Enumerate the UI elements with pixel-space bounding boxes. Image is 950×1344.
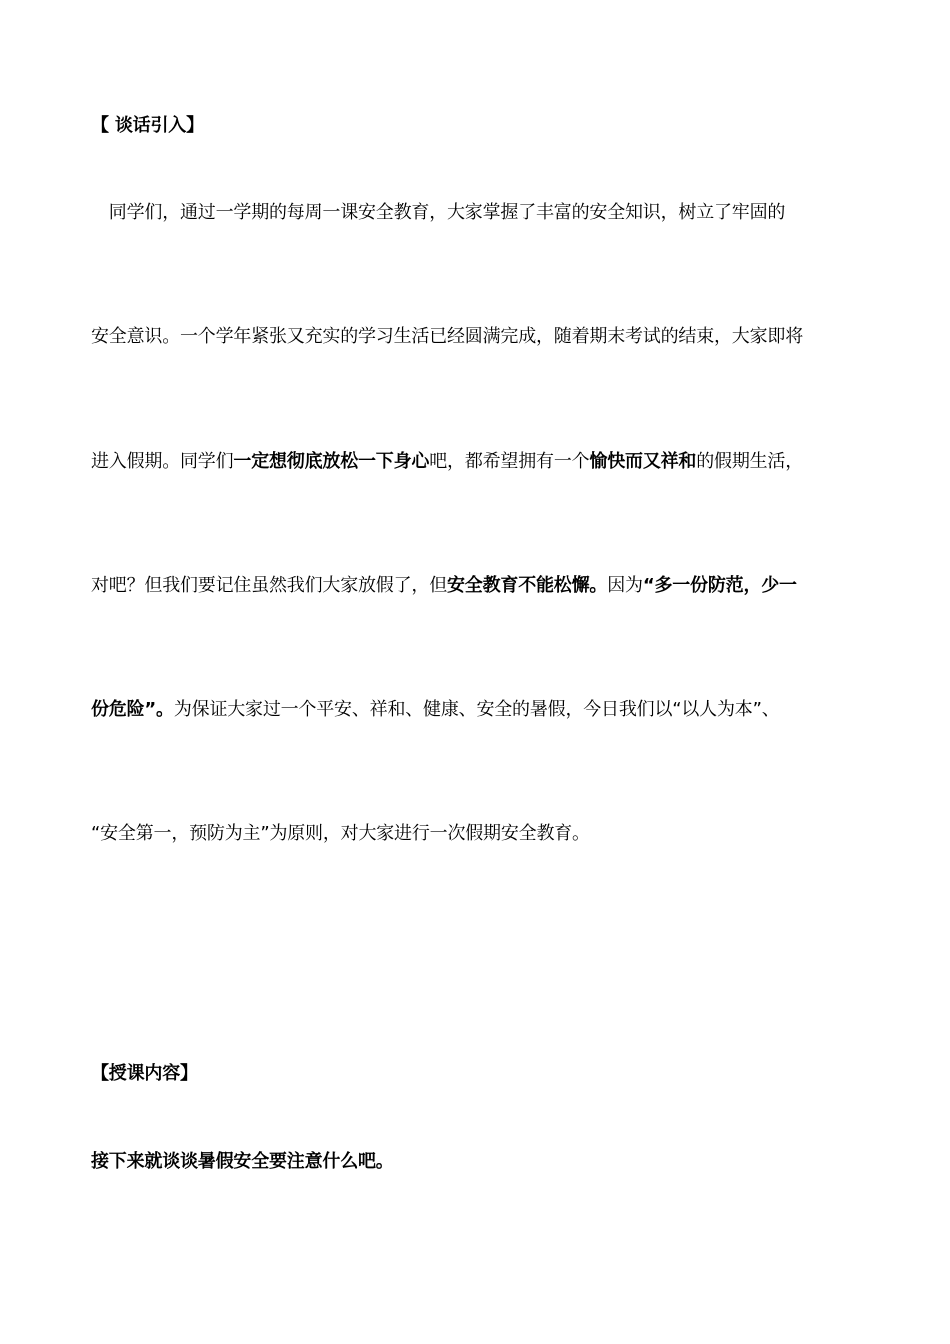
text-segment: 的假期生活，: [696, 451, 804, 472]
text-segment: 吧，都希望拥有一个: [429, 451, 590, 472]
intro-line-4: [91, 574, 797, 598]
emphasis-text: 安全教育不能松懈。: [447, 575, 608, 596]
text-segment: 进入假期。同学们: [91, 451, 234, 472]
text-segment: 因为: [607, 575, 643, 596]
content-heading: 【授课内容】: [91, 1063, 198, 1084]
intro-heading: 【 谈话引入】: [91, 115, 204, 136]
emphasis-text: 份危险”。: [91, 699, 174, 720]
emphasis-text: 愉快而又祥和: [589, 451, 697, 472]
content-lead: 接下来就谈谈暑假安全要注意什么吧。: [91, 1151, 394, 1172]
text-segment: 对吧？但我们要记住虽然我们大家放假了，但: [91, 575, 447, 596]
intro-line-5: [91, 698, 780, 722]
text-segment: 为保证大家过一个平安、祥和、健康、安全的暑假，今日我们以“以人为本”、: [173, 699, 780, 720]
intro-line-3: [91, 450, 803, 474]
text-segment: 同学们，通过一学期的每周一课安全教育，大家掌握了丰富的安全知识，树立了牢固的: [91, 202, 786, 223]
emphasis-text: 一定想彻底放松一下身心: [233, 451, 430, 472]
intro-line-1: [91, 201, 785, 225]
intro-line-2: [91, 325, 803, 349]
intro-line-6: [91, 822, 590, 846]
text-segment: 安全意识。一个学年紧张又充实的学习生活已经圆满完成，随着期末考试的结束，大家即将: [91, 326, 803, 347]
text-segment: “安全第一，预防为主”为原则，对大家进行一次假期安全教育。: [91, 823, 590, 844]
emphasis-text: “多一份防范，少一: [642, 575, 797, 596]
